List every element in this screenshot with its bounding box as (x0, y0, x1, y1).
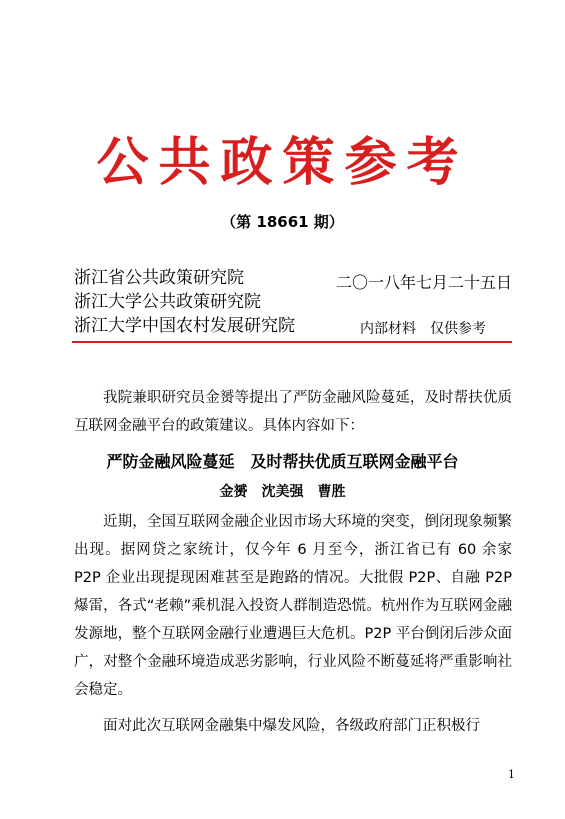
issuer-name: 浙江大学中国农村发展研究院 (74, 316, 295, 336)
intro-section (74, 384, 512, 440)
internal-note: 内部材料 仅供参考 (360, 321, 486, 337)
article-authors: 金赟 沈美强 曹胜 (219, 484, 346, 500)
body-paragraph: 近期，全国互联网金融企业因市场大环境的突变，倒闭现象频繁出现。据网贷之家统计，仅今年 6 月至今，浙江省已有 60 余家 P2P 企业出现提现困难甚至是跑路的情况。大批假 P2P、自融 P2P 爆雷，各式“老赖”乘机混入投资人群制造恐慌。杭州作为互联网金融发源地，整个互联网金融行业遭遇巨大危机。P2P 平台倒闭后涉众面广，对整个金融环境造成恶劣影响，行业风险不断蔓延将严重影响社会稳定。 (74, 514, 512, 698)
issuer-list (74, 266, 295, 338)
issuer-name: 浙江省公共政策研究院 (74, 268, 244, 288)
red-divider (72, 341, 512, 343)
intro-paragraph: 我院兼职研究员金赟等提出了严防金融风险蔓延，及时帮扶优质互联网金融平台的政策建议。具体内容如下： (74, 390, 512, 434)
page-number: 1 (508, 768, 515, 781)
article-title: 严防金融风险蔓延 及时帮扶优质互联网金融平台 (106, 452, 459, 471)
issuer-name: 浙江大学公共政策研究院 (74, 292, 261, 312)
issue-number: （第 18661 期） (221, 213, 344, 231)
publish-date: 二〇一八年七月二十五日 (336, 273, 513, 292)
article-body (74, 508, 512, 740)
body-paragraph: 面对此次互联网金融集中爆发风险，各级政府部门正积极行 (103, 718, 480, 734)
masthead-title: 公共政策参考 (96, 132, 469, 193)
